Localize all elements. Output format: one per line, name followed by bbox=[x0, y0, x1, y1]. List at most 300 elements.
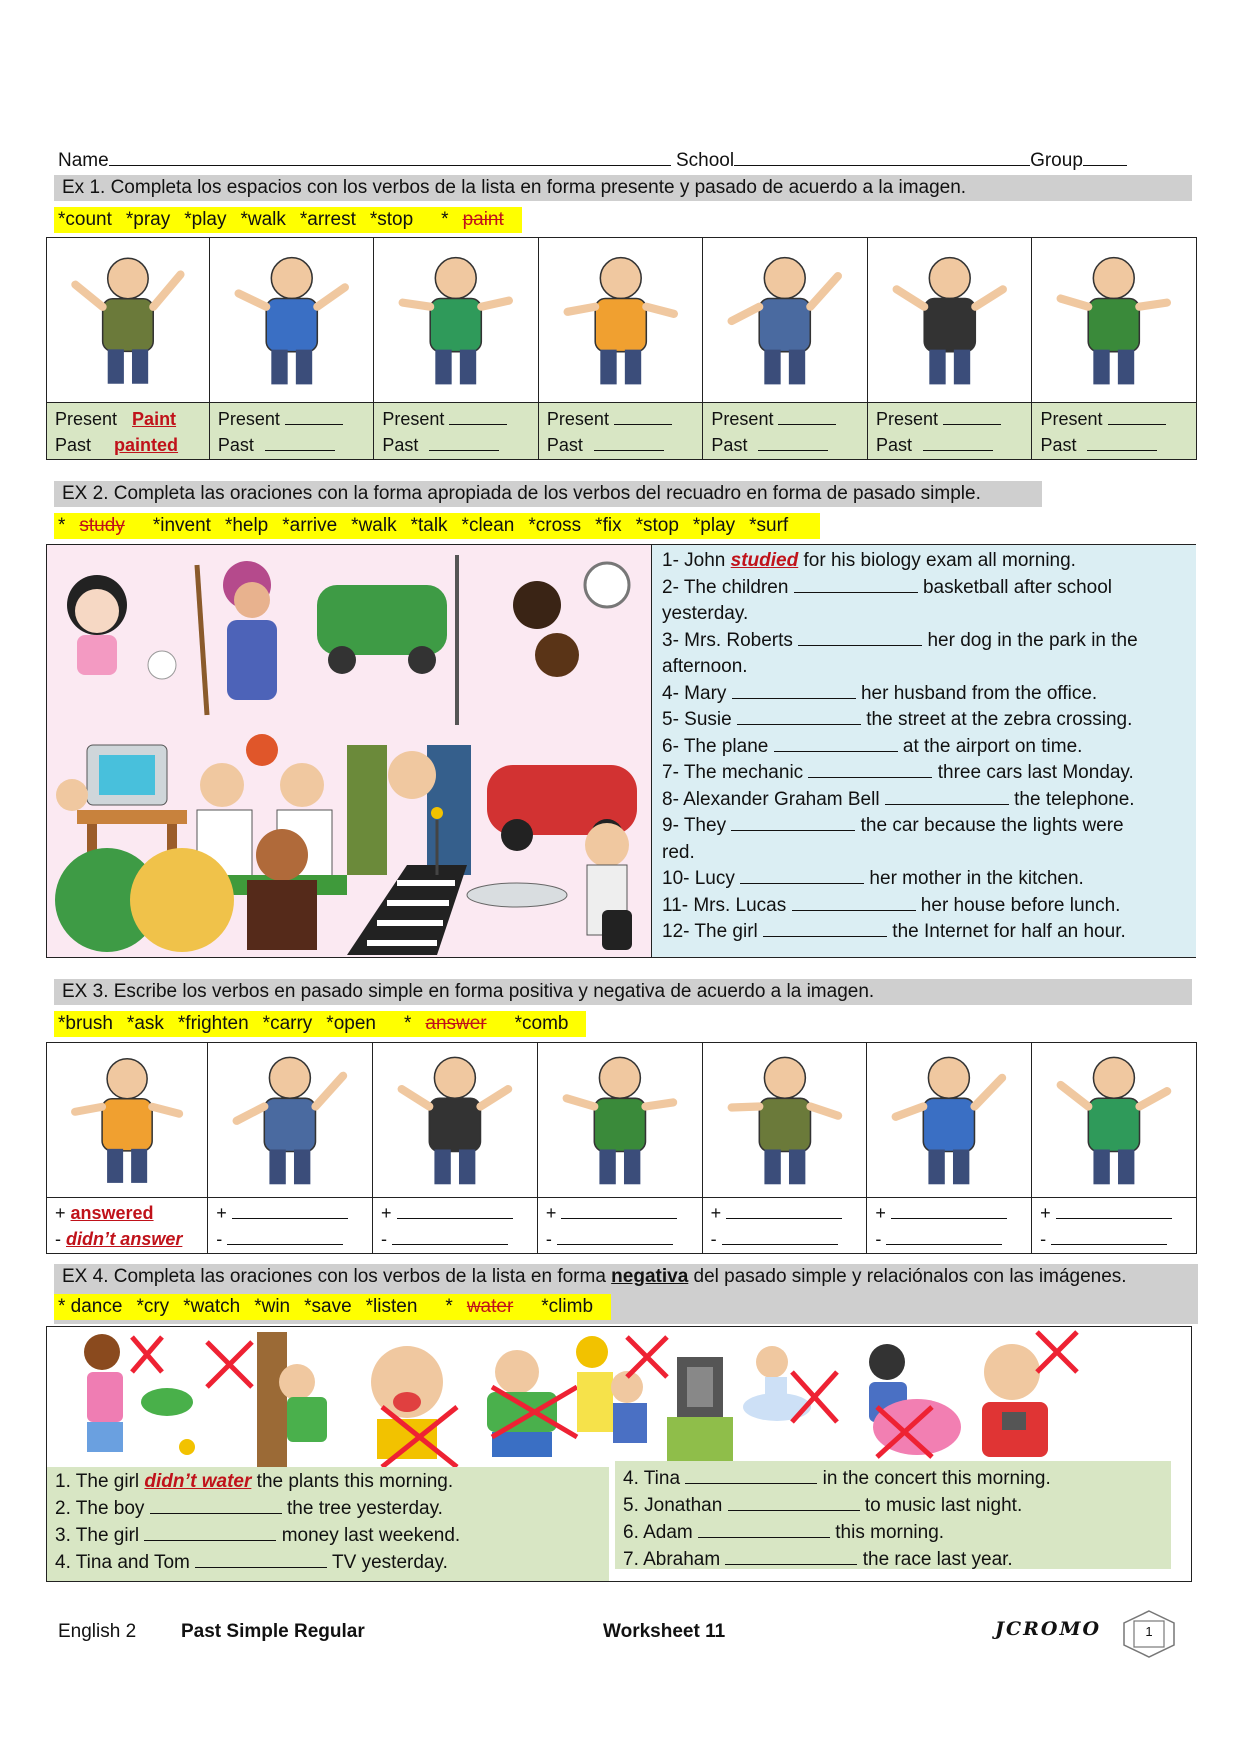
answer-blank[interactable] bbox=[774, 734, 898, 752]
counting-abacus-picture bbox=[703, 238, 867, 402]
group-label: Group bbox=[1030, 150, 1083, 171]
ex1-answer-cell bbox=[1032, 403, 1197, 460]
ex2-word: *walk bbox=[351, 515, 397, 536]
page-number: 1 bbox=[1145, 1624, 1153, 1639]
ex4-left-sentence bbox=[55, 1522, 609, 1549]
ex1-words bbox=[58, 209, 427, 230]
ex3-answer-cell bbox=[702, 1197, 867, 1253]
answer-blank[interactable] bbox=[1087, 433, 1157, 451]
footer-author: JCROMO bbox=[995, 1618, 1102, 1640]
ex2-picture-collage bbox=[47, 545, 651, 957]
ex4-title-emph: negativa bbox=[611, 1266, 689, 1287]
present-label: Present bbox=[382, 409, 450, 429]
answer-blank[interactable] bbox=[740, 866, 864, 884]
ex1-picture bbox=[210, 238, 374, 402]
sentence-text: 3- Mrs. Roberts bbox=[662, 629, 799, 651]
plus-sign: + bbox=[875, 1202, 891, 1223]
phone-man-picture bbox=[47, 1043, 207, 1197]
positive-line bbox=[208, 1198, 372, 1226]
answer-blank[interactable] bbox=[778, 407, 836, 425]
ex4-left-list bbox=[47, 1467, 609, 1576]
minus-sign: - bbox=[381, 1228, 393, 1249]
sentence-text: yesterday. bbox=[662, 603, 749, 624]
answer-blank[interactable] bbox=[144, 1523, 276, 1541]
sentence-text: the race last year. bbox=[857, 1549, 1013, 1570]
ex2-sentence bbox=[662, 654, 1196, 681]
ex3-picture bbox=[47, 1043, 207, 1197]
ex2-word: *arrive bbox=[282, 515, 338, 536]
sentence-text: 3. The girl bbox=[55, 1525, 145, 1546]
ex2-sentence bbox=[662, 787, 1196, 814]
answer-blank[interactable] bbox=[725, 1547, 857, 1565]
present-label: Present bbox=[217, 409, 285, 429]
ex4-left-sentence bbox=[55, 1468, 609, 1495]
minus-sign: - bbox=[216, 1228, 228, 1249]
ex3-words-after bbox=[515, 1013, 583, 1034]
answer-blank[interactable] bbox=[726, 1201, 842, 1219]
footer-worksheet: Worksheet 11 bbox=[603, 1621, 726, 1642]
sentence-text: the plants this morning. bbox=[251, 1471, 454, 1492]
ex1-picture bbox=[868, 238, 1032, 402]
ex1-picture-cell bbox=[703, 238, 868, 403]
ex3-picture bbox=[538, 1043, 702, 1197]
ex1-word: *walk bbox=[240, 209, 286, 230]
negative-line bbox=[538, 1226, 702, 1252]
ex3-title: EX 3. Escribe los verbos en pasado simple en forma positiva y negativa de acuerdo a la imagen. bbox=[54, 979, 1192, 1005]
plus-sign: + bbox=[55, 1202, 71, 1223]
ex2-sentence bbox=[662, 840, 1196, 867]
ex2-word: *help bbox=[224, 515, 269, 536]
answer-blank[interactable] bbox=[794, 575, 918, 593]
sentence-text: 10- Lucy bbox=[662, 868, 741, 889]
ex3-picture-cell bbox=[702, 1043, 867, 1198]
ex2-box bbox=[46, 544, 1196, 958]
ex4-word: *win bbox=[254, 1296, 291, 1317]
ex4-word: *watch bbox=[183, 1296, 241, 1317]
ex2-word: *fix bbox=[595, 515, 622, 536]
name-field[interactable] bbox=[109, 148, 671, 166]
ex4-pictures bbox=[47, 1327, 1191, 1467]
sentence-text: 2- The children bbox=[662, 576, 794, 598]
past-line bbox=[47, 432, 209, 458]
answer-blank[interactable] bbox=[429, 433, 499, 451]
sentence-text: the car because the lights were bbox=[855, 815, 1124, 836]
present-label: Present bbox=[711, 409, 779, 429]
past-label: Past bbox=[217, 435, 259, 455]
ex1-answer-cell bbox=[867, 403, 1032, 460]
ex4-title-post: del pasado simple y relaciónalos con las imágenes. bbox=[688, 1266, 1127, 1287]
ex2-sentence bbox=[662, 548, 1196, 575]
ex2-word: *stop bbox=[635, 515, 679, 536]
present-label: Present bbox=[875, 409, 943, 429]
ex1-picture bbox=[1032, 238, 1196, 402]
plus-sign: + bbox=[381, 1202, 397, 1223]
ex2-word: *play bbox=[692, 515, 736, 536]
ex4-right-sentence bbox=[623, 1519, 1171, 1546]
ex2-sentence bbox=[662, 707, 1196, 734]
ex3-word: *carry bbox=[262, 1013, 313, 1034]
answer-blank[interactable] bbox=[886, 1227, 1002, 1245]
minus-sign: - bbox=[55, 1228, 66, 1249]
sentence-text: 11- Mrs. Lucas bbox=[662, 894, 792, 916]
carrying-man-picture bbox=[538, 1043, 702, 1197]
ex2-title: EX 2. Completa las oraciones con la forma apropiada de los verbos del recuadro en forma de pasado simple. bbox=[54, 481, 1042, 507]
past-line bbox=[703, 432, 867, 458]
minus-sign: - bbox=[545, 1228, 557, 1249]
minus-sign: - bbox=[710, 1228, 722, 1249]
ex3-answer-cell bbox=[1032, 1197, 1197, 1253]
answer-blank[interactable] bbox=[392, 1227, 508, 1245]
negative-line bbox=[208, 1226, 372, 1252]
ex3-struck-prefix: * bbox=[403, 1013, 412, 1034]
ex2-sentences-panel bbox=[651, 545, 1196, 957]
ex4-struck-word: water bbox=[466, 1296, 514, 1317]
answer-blank[interactable] bbox=[808, 760, 932, 778]
sentence-text: red. bbox=[662, 841, 695, 863]
example-past: painted bbox=[114, 435, 179, 455]
footer-course: English 2 bbox=[58, 1621, 137, 1642]
answer-blank[interactable] bbox=[798, 628, 922, 646]
sentence-text: 4- Mary bbox=[662, 682, 732, 704]
ex4-right-sentences bbox=[615, 1461, 1171, 1569]
ex3-word-bank bbox=[54, 1011, 586, 1037]
answer-blank[interactable] bbox=[923, 433, 993, 451]
ex2-sentence bbox=[662, 734, 1196, 761]
name-label: Name bbox=[58, 150, 109, 171]
answer-blank[interactable] bbox=[232, 1201, 348, 1219]
negative-line bbox=[867, 1226, 1031, 1252]
example-negative: didn’t answer bbox=[66, 1228, 183, 1249]
example-answer: didn’t water bbox=[144, 1471, 252, 1492]
ex2-sentence bbox=[662, 919, 1196, 946]
ex4-strip-picture bbox=[47, 1327, 1191, 1467]
negative-line bbox=[47, 1226, 207, 1252]
ex1-title: Ex 1. Completa los espacios con los verbos de la lista en forma presente y pasado de acuerdo a la imagen. bbox=[54, 175, 1192, 201]
ex3-picture-cell bbox=[537, 1043, 702, 1198]
ex2-word: *clean bbox=[461, 515, 515, 536]
walking-man-picture bbox=[374, 238, 538, 402]
sentence-text: 7- The mechanic bbox=[662, 762, 809, 783]
present-line bbox=[210, 403, 374, 432]
collage-picture bbox=[47, 545, 651, 957]
sentence-text: 12- The girl bbox=[662, 921, 764, 942]
ex2-word: *talk bbox=[410, 515, 448, 536]
asking-man-picture bbox=[208, 1043, 372, 1197]
sentence-text: afternoon. bbox=[662, 656, 748, 677]
answer-blank[interactable] bbox=[594, 433, 664, 451]
answer-blank[interactable] bbox=[885, 787, 1009, 805]
past-line bbox=[868, 432, 1032, 458]
sentence-text: 5. Jonathan bbox=[623, 1495, 728, 1516]
ex4-word: * dance bbox=[58, 1296, 123, 1317]
past-line bbox=[539, 432, 703, 458]
ex1-answer-cell bbox=[374, 403, 539, 460]
ex3-picture-cell bbox=[47, 1043, 208, 1198]
ex1-word: *stop bbox=[369, 209, 414, 230]
ex3-table bbox=[46, 1042, 1197, 1254]
sentence-text: 1. The girl bbox=[55, 1471, 145, 1492]
ex4-title-pre: EX 4. Completa las oraciones con los verbos de la lista en forma bbox=[62, 1266, 612, 1287]
plus-sign: + bbox=[545, 1202, 562, 1223]
answer-blank[interactable] bbox=[614, 407, 672, 425]
frightened-girl-picture bbox=[373, 1043, 537, 1197]
ex1-table bbox=[46, 237, 1197, 460]
present-label: Present bbox=[55, 409, 123, 429]
example-answer: studied bbox=[730, 550, 799, 571]
answer-blank[interactable] bbox=[732, 681, 856, 699]
answer-blank[interactable] bbox=[1108, 407, 1166, 425]
ex1-picture-cell bbox=[209, 238, 374, 403]
answer-blank[interactable] bbox=[737, 707, 861, 725]
ex4-word: *save bbox=[304, 1296, 352, 1317]
positive-line bbox=[867, 1198, 1031, 1226]
present-line bbox=[1032, 403, 1196, 432]
present-line bbox=[868, 403, 1032, 432]
school-field[interactable] bbox=[734, 148, 1030, 166]
ex3-picture bbox=[867, 1043, 1031, 1197]
ex4-word: *climb bbox=[541, 1296, 594, 1317]
ex2-sentence bbox=[662, 893, 1196, 920]
answer-blank[interactable] bbox=[698, 1520, 830, 1538]
ex3-word: *frighten bbox=[177, 1013, 249, 1034]
sentence-text: 4. Tina and Tom bbox=[55, 1552, 196, 1573]
ex4-word: *listen bbox=[365, 1296, 418, 1317]
ex2-sentence bbox=[662, 866, 1196, 893]
ex4-word: *cry bbox=[136, 1296, 170, 1317]
page-number-badge bbox=[1120, 1609, 1178, 1659]
ex1-struck-word: paint bbox=[462, 209, 504, 230]
past-label: Past bbox=[1040, 435, 1082, 455]
ex2-sentence bbox=[662, 813, 1196, 840]
ex3-answer-cell bbox=[373, 1197, 538, 1253]
ex1-answer-cell bbox=[47, 403, 210, 460]
negative-line bbox=[373, 1226, 537, 1252]
arrest-picture bbox=[1032, 238, 1196, 402]
sentence-text: basketball after school bbox=[917, 576, 1113, 598]
answer-blank[interactable] bbox=[1051, 1227, 1167, 1245]
ex4-right-list bbox=[615, 1461, 1171, 1573]
ex3-picture-cell bbox=[373, 1043, 538, 1198]
example-present: Paint bbox=[132, 409, 177, 429]
police-whistle-picture bbox=[210, 238, 374, 402]
past-line bbox=[374, 432, 538, 458]
ex1-picture-cell bbox=[1032, 238, 1197, 403]
ex1-word: *play bbox=[184, 209, 227, 230]
sentence-text: her dog in the park in the bbox=[922, 629, 1138, 651]
answer-blank[interactable] bbox=[891, 1201, 1007, 1219]
sentence-text: the tree yesterday. bbox=[281, 1498, 443, 1519]
answer-blank[interactable] bbox=[195, 1550, 327, 1568]
ex1-picture bbox=[703, 238, 867, 402]
ex3-picture bbox=[703, 1043, 867, 1197]
ex3-picture-cell bbox=[208, 1043, 373, 1198]
negative-line bbox=[1032, 1226, 1196, 1252]
ex1-picture bbox=[47, 238, 209, 402]
ex2-struck-word: study bbox=[79, 515, 125, 536]
ex2-sentence bbox=[662, 575, 1196, 602]
positive-line bbox=[47, 1198, 207, 1226]
answer-blank[interactable] bbox=[285, 407, 343, 425]
footer-topic: Past Simple Regular bbox=[181, 1621, 365, 1642]
ex4-words-before bbox=[58, 1296, 431, 1317]
ex2-sentence bbox=[662, 628, 1196, 655]
present-line bbox=[47, 403, 209, 432]
frightened-man-picture bbox=[867, 1043, 1031, 1197]
sentence-text: 1- John bbox=[662, 550, 731, 571]
answer-blank[interactable] bbox=[557, 1227, 673, 1245]
ex1-picture-cell bbox=[538, 238, 703, 403]
ex2-word-bank bbox=[54, 513, 820, 539]
sentence-text: money last weekend. bbox=[276, 1525, 461, 1546]
ex3-answer-cell bbox=[537, 1197, 702, 1253]
ex3-words-before bbox=[58, 1013, 390, 1034]
answer-blank[interactable] bbox=[731, 813, 855, 831]
sentence-text: 6- The plane bbox=[662, 735, 774, 757]
answer-blank[interactable] bbox=[763, 919, 887, 937]
ex3-word: *comb bbox=[514, 1013, 569, 1034]
answer-blank[interactable] bbox=[758, 433, 828, 451]
ex3-picture bbox=[1032, 1043, 1196, 1197]
ex1-picture bbox=[374, 238, 538, 402]
sentence-text: 4. Tina bbox=[623, 1468, 686, 1489]
opening-bottle-picture bbox=[1032, 1043, 1196, 1197]
paper-plane-picture bbox=[539, 238, 703, 402]
negative-line bbox=[703, 1226, 867, 1252]
sentence-text: at the airport on time. bbox=[897, 735, 1083, 757]
past-label: Past bbox=[711, 435, 753, 455]
praying-man-picture bbox=[868, 238, 1032, 402]
answer-blank[interactable] bbox=[728, 1493, 860, 1511]
positive-line bbox=[538, 1198, 702, 1226]
school-label: School bbox=[675, 150, 735, 171]
ex4-words-after bbox=[541, 1296, 607, 1317]
ex3-word: *ask bbox=[126, 1013, 164, 1034]
ex1-struck-prefix: * bbox=[441, 209, 449, 230]
ex2-struck-prefix: * bbox=[58, 515, 66, 536]
present-label: Present bbox=[1040, 409, 1108, 429]
answer-blank[interactable] bbox=[792, 893, 916, 911]
ex3-picture bbox=[373, 1043, 537, 1197]
ex1-word: *arrest bbox=[299, 209, 356, 230]
past-line bbox=[1032, 432, 1196, 458]
ex3-picture-cell bbox=[867, 1043, 1032, 1198]
combing-boy-picture bbox=[703, 1043, 867, 1197]
ex2-sentence bbox=[662, 681, 1196, 708]
answer-blank[interactable] bbox=[227, 1227, 343, 1245]
ex3-answer-cell bbox=[47, 1197, 208, 1253]
past-label: Past bbox=[546, 435, 588, 455]
answer-blank[interactable] bbox=[1056, 1201, 1172, 1219]
ex4-left-sentence bbox=[55, 1495, 609, 1522]
ex3-answer-cell bbox=[867, 1197, 1032, 1253]
ex4-word-bank bbox=[54, 1294, 611, 1320]
ex4-right-sentence bbox=[623, 1546, 1171, 1573]
sentence-text: in the concert this morning. bbox=[817, 1468, 1051, 1489]
ex2-word: *surf bbox=[749, 515, 789, 536]
sentence-text: 6. Adam bbox=[623, 1522, 698, 1543]
present-line bbox=[374, 403, 538, 432]
ex1-answer-cell bbox=[209, 403, 374, 460]
sentence-text: her mother in the kitchen. bbox=[864, 868, 1084, 889]
painter-picture bbox=[47, 238, 209, 402]
sentence-text: this morning. bbox=[830, 1522, 945, 1543]
present-label: Present bbox=[546, 409, 614, 429]
past-label: Past bbox=[875, 435, 917, 455]
ex4-right-sentence bbox=[623, 1492, 1171, 1519]
answer-blank[interactable] bbox=[150, 1496, 282, 1514]
plus-sign: + bbox=[710, 1202, 727, 1223]
ex2-word: *cross bbox=[528, 515, 582, 536]
present-line bbox=[703, 403, 867, 432]
sentence-text: 5- Susie bbox=[662, 709, 737, 730]
ex2-word: *invent bbox=[152, 515, 211, 536]
ex1-answer-cell bbox=[538, 403, 703, 460]
sentence-text: the street at the zebra crossing. bbox=[860, 709, 1133, 730]
ex1-picture-cell bbox=[867, 238, 1032, 403]
sentence-text: to music last night. bbox=[859, 1495, 1023, 1516]
ex2-sentence bbox=[662, 760, 1196, 787]
ex1-word: *pray bbox=[125, 209, 171, 230]
plus-sign: + bbox=[216, 1202, 232, 1223]
example-positive: answered bbox=[70, 1202, 154, 1223]
ex1-word: *count bbox=[58, 209, 112, 230]
present-line bbox=[539, 403, 703, 432]
ex3-picture-cell bbox=[1032, 1043, 1197, 1198]
answer-blank[interactable] bbox=[397, 1201, 513, 1219]
positive-line bbox=[703, 1198, 867, 1226]
sentence-text: TV yesterday. bbox=[327, 1552, 448, 1573]
answer-blank[interactable] bbox=[722, 1227, 838, 1245]
sentence-text: the telephone. bbox=[1008, 788, 1135, 810]
positive-line bbox=[373, 1198, 537, 1226]
sentence-text: 2. The boy bbox=[55, 1498, 150, 1519]
past-line bbox=[210, 432, 374, 458]
name-line bbox=[58, 148, 1127, 173]
sentence-text: three cars last Monday. bbox=[932, 762, 1134, 783]
answer-blank[interactable] bbox=[943, 407, 1001, 425]
answer-blank[interactable] bbox=[685, 1466, 817, 1484]
ex3-word: *open bbox=[326, 1013, 376, 1034]
minus-sign: - bbox=[875, 1228, 887, 1249]
plus-sign: + bbox=[1040, 1202, 1056, 1223]
ex1-picture-cell bbox=[47, 238, 210, 403]
ex4-left-sentence bbox=[55, 1549, 609, 1576]
sentence-text: her husband from the office. bbox=[855, 682, 1098, 704]
past-label: Past bbox=[382, 435, 424, 455]
answer-blank[interactable] bbox=[449, 407, 507, 425]
minus-sign: - bbox=[1040, 1228, 1052, 1249]
sentence-text: the Internet for half an hour. bbox=[887, 921, 1126, 942]
ex3-struck-word: answer bbox=[425, 1013, 487, 1034]
ex3-answer-cell bbox=[208, 1197, 373, 1253]
ex3-word: *brush bbox=[58, 1013, 113, 1034]
ex4-right-sentence bbox=[623, 1465, 1171, 1492]
ex4-left-sentences bbox=[47, 1467, 609, 1581]
sentence-text: 9- They bbox=[662, 815, 732, 836]
ex1-picture-cell bbox=[374, 238, 539, 403]
sentence-text: her house before lunch. bbox=[915, 894, 1121, 916]
ex2-sentence bbox=[662, 601, 1196, 628]
sentence-text: 7. Abraham bbox=[623, 1549, 726, 1570]
sentence-text: for his biology exam all morning. bbox=[798, 550, 1076, 571]
group-field[interactable] bbox=[1083, 148, 1127, 166]
answer-blank[interactable] bbox=[561, 1201, 677, 1219]
ex2-words bbox=[153, 515, 802, 536]
answer-blank[interactable] bbox=[265, 433, 335, 451]
ex4-box bbox=[46, 1326, 1192, 1582]
ex1-answer-cell bbox=[703, 403, 868, 460]
sentence-text: 8- Alexander Graham Bell bbox=[662, 788, 885, 810]
